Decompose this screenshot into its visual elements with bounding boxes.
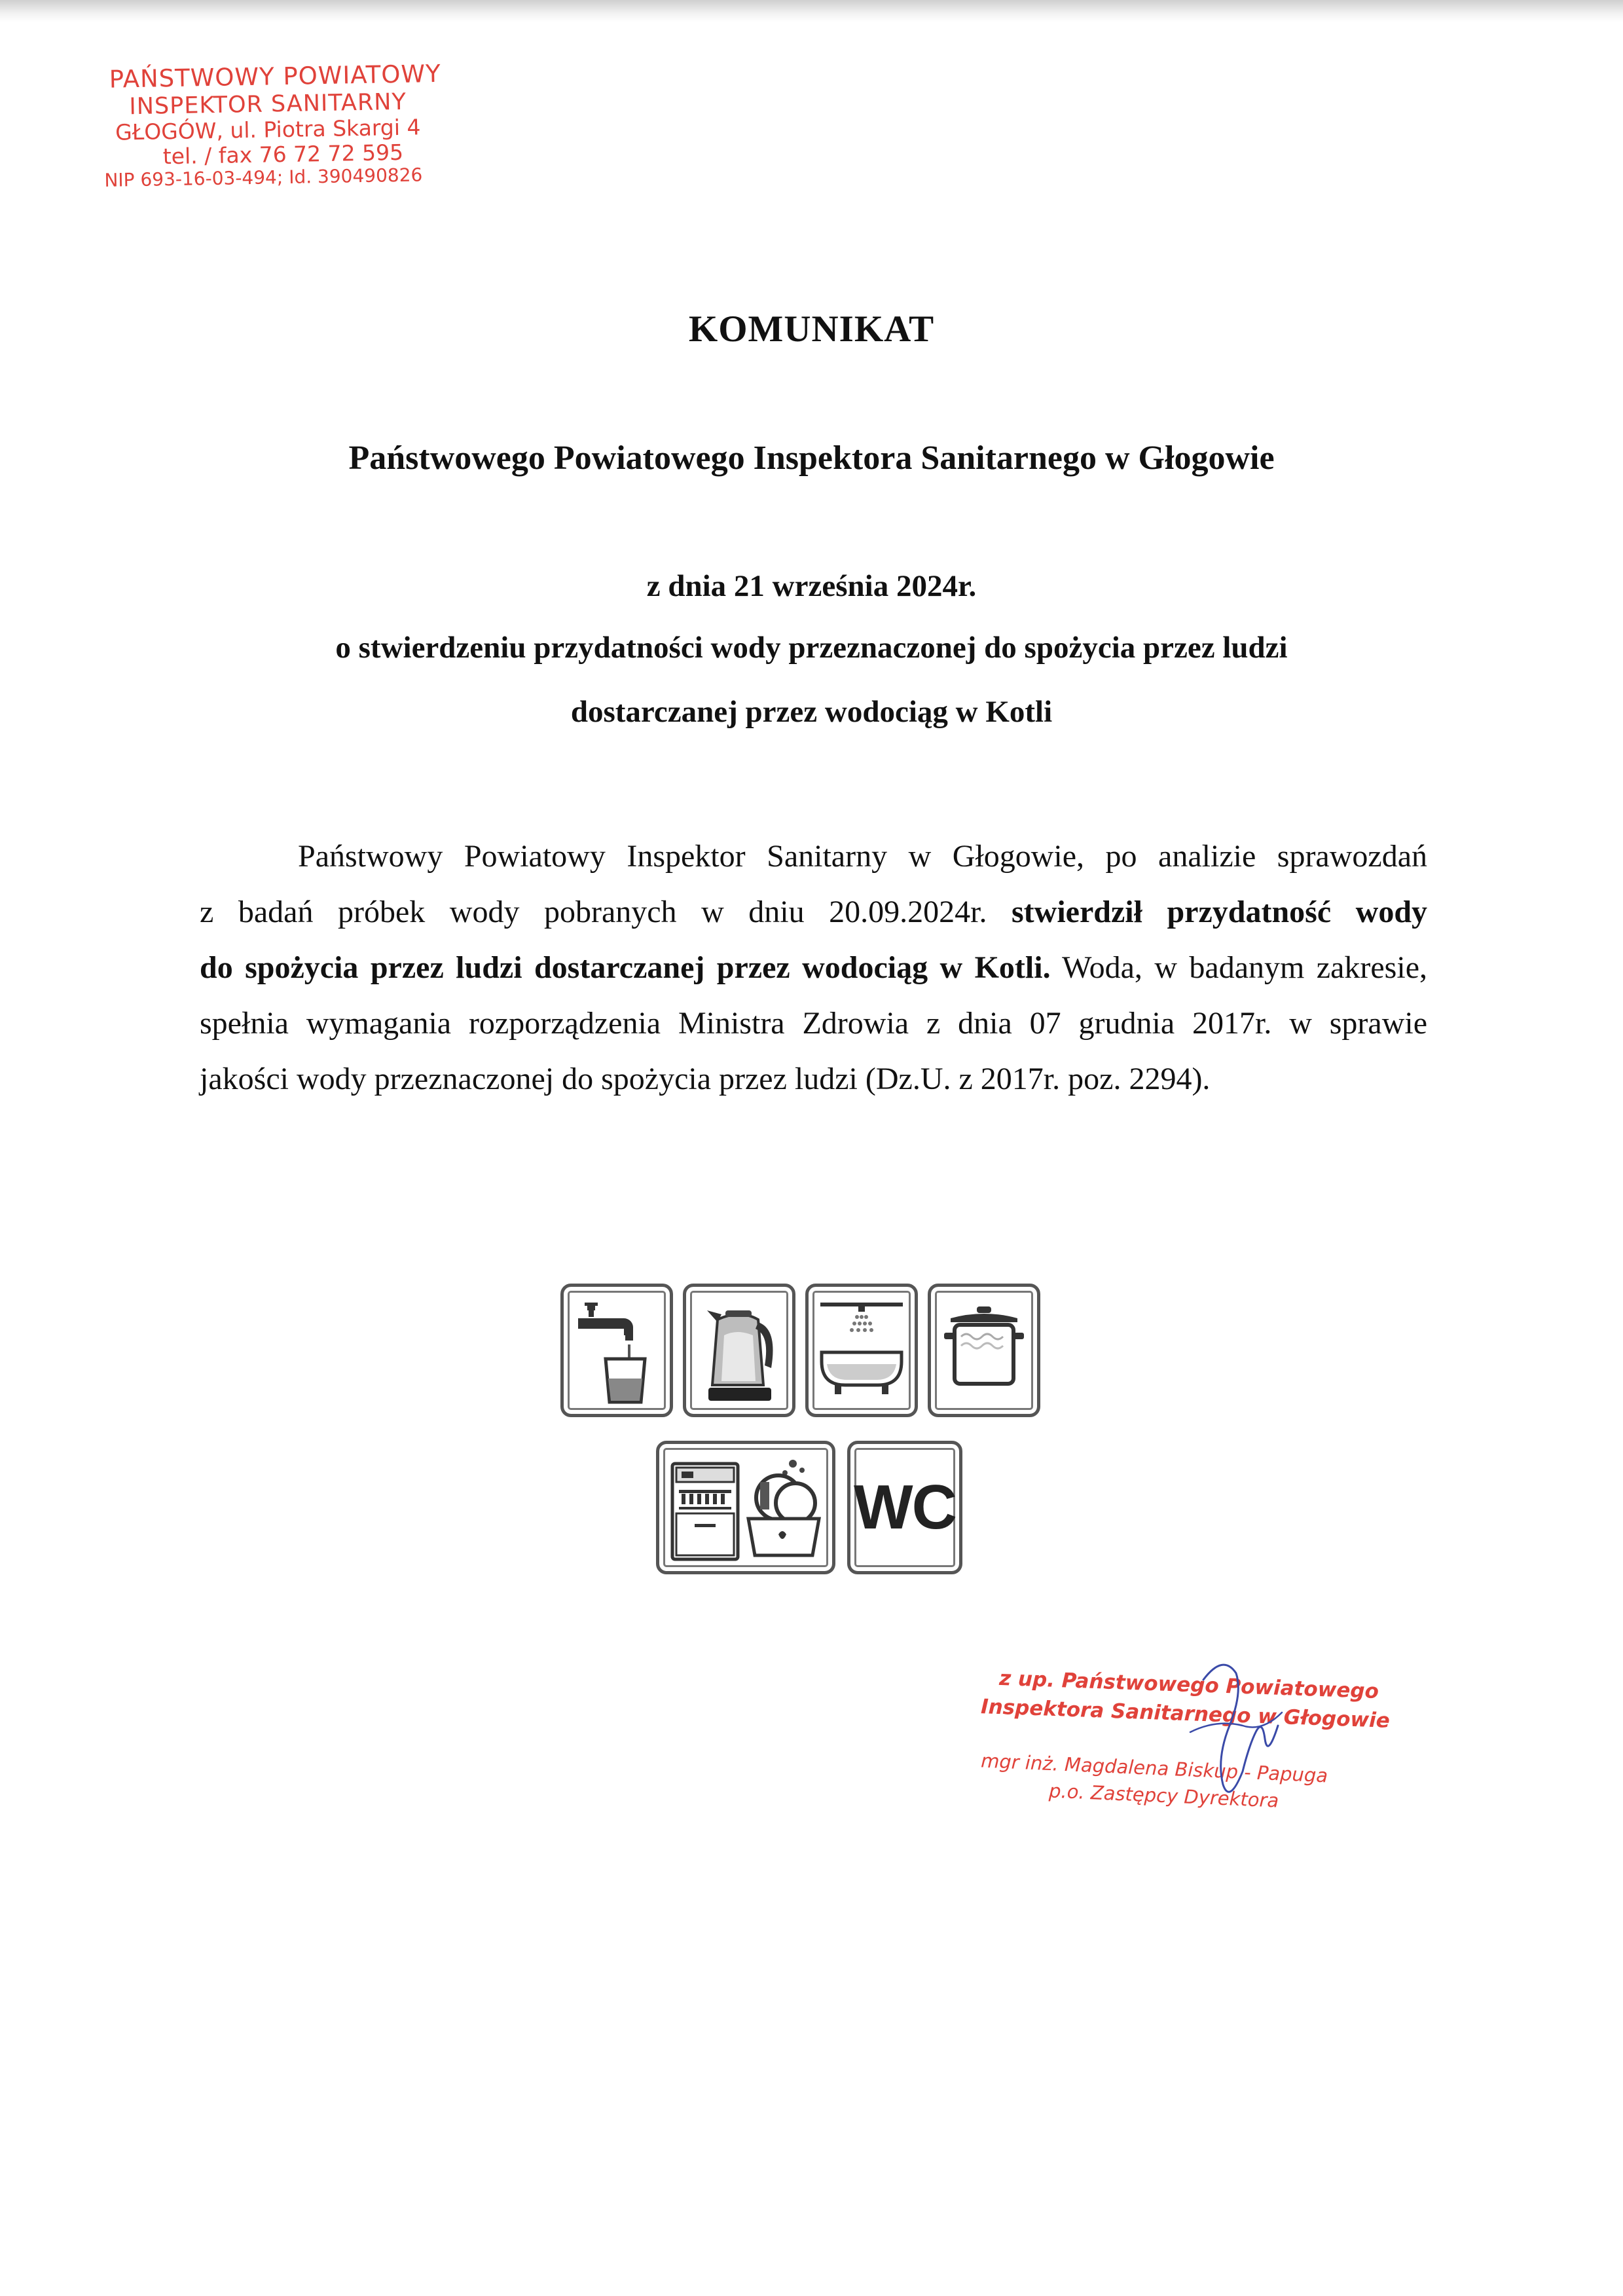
document-title: KOMUNIKAT: [688, 308, 935, 350]
bathtub-shower-icon: [818, 1296, 905, 1405]
stamp-line-3: GŁOGÓW, ul. Piotra Skargi 4: [115, 114, 421, 145]
cooking-pot-icon: [940, 1296, 1028, 1405]
pictogram-wc: [847, 1441, 962, 1574]
stamp-line-4: tel. / fax 76 72 72 595: [162, 139, 404, 170]
pictogram-cooking: [928, 1284, 1040, 1417]
wc-icon: WC: [854, 1472, 956, 1542]
signature-line-2: Inspektora Sanitarnego w Głogowie: [980, 1695, 1391, 1733]
pictogram-kettle: [683, 1284, 795, 1417]
pictogram-drinking: [560, 1284, 673, 1417]
kettle-icon: [695, 1296, 783, 1405]
signature-line-1: z up. Państwowego Powiatowego: [998, 1666, 1379, 1704]
stamp-line-5: NIP 693-16-03-494; Id. 390490826: [104, 164, 423, 191]
announcement-body: [200, 828, 1427, 1107]
signature-line-4: p.o. Zastępcy Dyrektora: [1048, 1779, 1279, 1812]
issuer-heading: Państwowego Powiatowego Inspektora Sanitarnego w Głogowie: [348, 439, 1275, 477]
issue-date: z dnia 21 września 2024r.: [646, 569, 977, 603]
signature-stamp: [980, 1666, 1391, 1830]
body-line-3-text: Woda, w badanym zakresie,: [1062, 950, 1428, 985]
drinking-water-tap-icon: [573, 1296, 661, 1405]
topic-line-2: dostarczanej przez wodociąg w Kotli: [570, 695, 1053, 729]
body-line-5: jakości wody przeznaczonej do spożycia przez ludzi (Dz.U. z 2017r. poz. 2294).: [200, 1062, 1211, 1096]
pictogram-dishwashing: [656, 1441, 835, 1574]
institution-stamp: [102, 60, 471, 191]
body-line-4: spełnia wymagania rozporządzenia Ministra Zdrowia z dnia 07 grudnia 2017r. w sprawie: [200, 1006, 1427, 1041]
pictogram-bath: [805, 1284, 918, 1417]
stamp-line-1: PAŃSTWOWY POWIATOWY: [109, 59, 442, 94]
handwritten-signature: [1177, 1654, 1295, 1817]
body-line-2-bold: stwierdził przydatność wody: [1012, 895, 1428, 929]
body-line-3: [200, 940, 1427, 995]
dishwasher-dishes-icon: [668, 1453, 823, 1562]
topic-line-1: o stwierdzeniu przydatności wody przeznaczonej do spożycia przez ludzi: [335, 631, 1288, 665]
stamp-line-2: INSPEKTOR SANITARNY: [129, 88, 407, 120]
body-line-2: [200, 884, 1427, 940]
body-line-2-text: z badań próbek wody pobranych w dniu 20.09.2024r.: [200, 895, 987, 929]
body-line-3-bold: do spożycia przez ludzi dostarczanej przez wodociąg w Kotli.: [200, 950, 1051, 985]
scan-edge-shadow: [0, 0, 1623, 22]
body-line-1: Państwowy Powiatowy Inspektor Sanitarny w Głogowie, po analizie sprawozdań: [298, 839, 1427, 874]
signature-line-3: mgr inż. Magdalena Biskup - Papuga: [980, 1749, 1328, 1787]
